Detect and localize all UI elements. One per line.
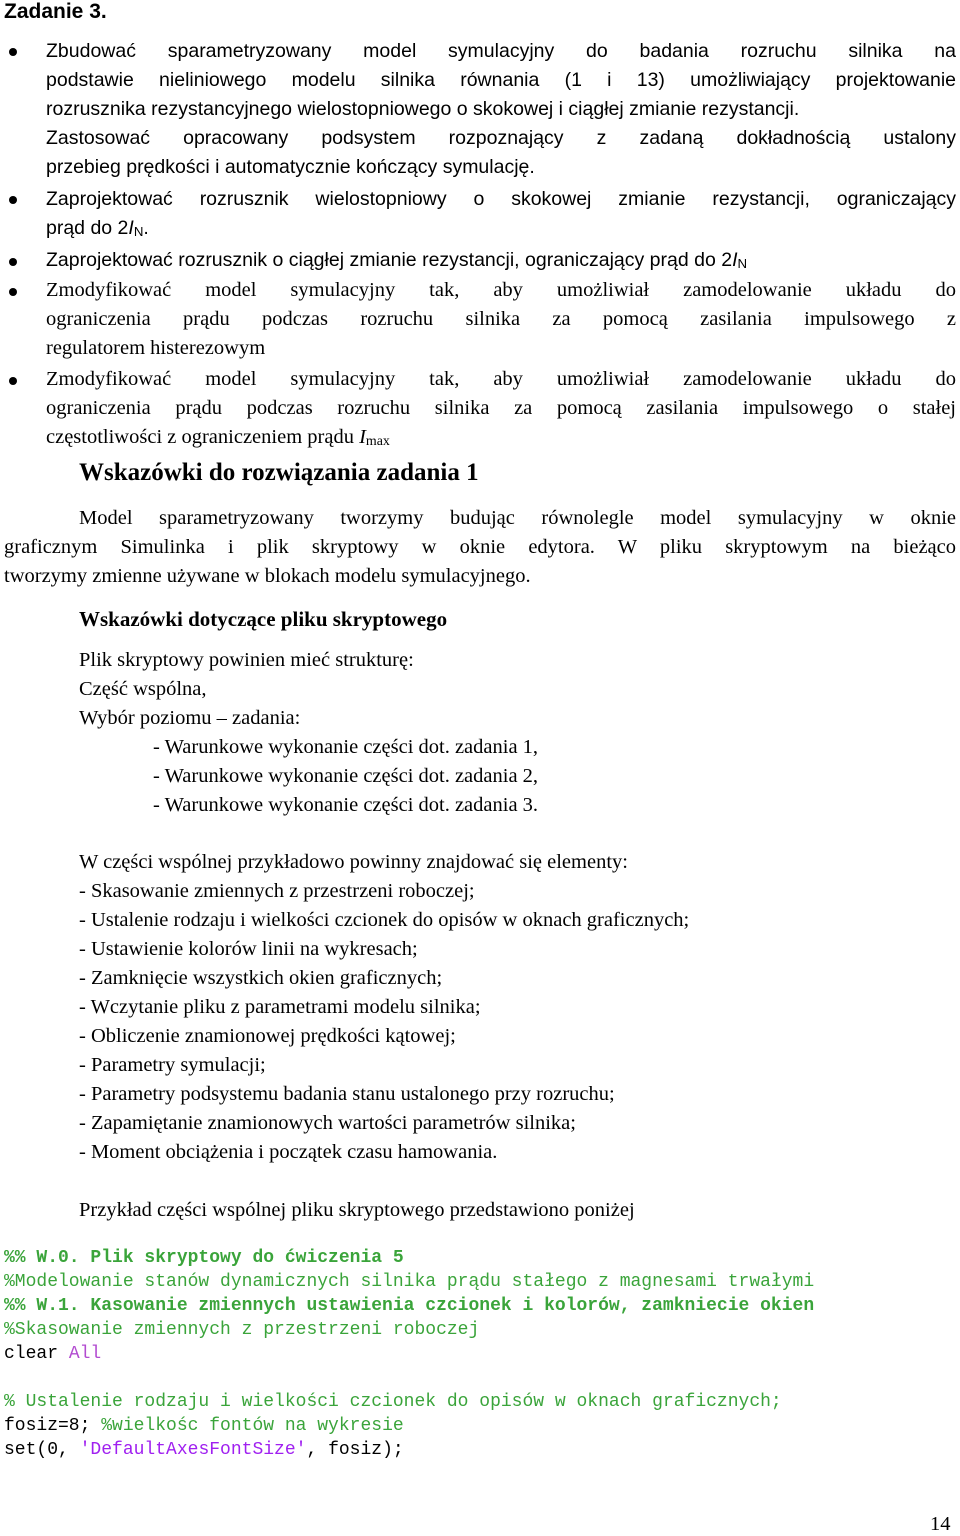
code-line-1: %% W.0. Plik skryptowy do ćwiczenia 5 bbox=[4, 1248, 404, 1268]
common-part-item: - Skasowanie zmiennych z przestrzeni roboczej; bbox=[79, 880, 475, 902]
structure-item: - Warunkowe wykonanie części dot. zadania 1, bbox=[153, 736, 539, 758]
bullet-4-line-2: ograniczenia prądu podczas rozruchu silnika za pomocą zasilania impulsowego z bbox=[46, 308, 956, 330]
bullet-1-line-2: podstawie nieliniowego modelu silnika równania (1 i 13) umożliwiający projektowanie bbox=[46, 69, 956, 91]
common-part-item: - Ustalenie rodzaju i wielkości czcionek do opisów w oknach graficznych; bbox=[79, 909, 690, 931]
structure-line-2: Część wspólna, bbox=[79, 678, 207, 700]
structure-item: - Warunkowe wykonanie części dot. zadania 2, bbox=[153, 765, 539, 787]
hints-paragraph-line-1: Model sparametryzowany tworzymy budując równolegle model symulacyjny w oknie bbox=[79, 507, 956, 529]
code-line-2: %Modelowanie stanów dynamicznych silnika prądu stałego z magnesami trwałymi bbox=[4, 1272, 815, 1292]
common-part-item: - Ustawienie kolorów linii na wykresach; bbox=[79, 938, 418, 960]
common-part-item: - Parametry podsystemu badania stanu ustalonego przy rozruchu; bbox=[79, 1083, 615, 1105]
common-part-item: - Wczytanie pliku z parametrami modelu silnika; bbox=[79, 996, 481, 1018]
code-line-8: set(0, 'DefaultAxesFontSize', fosiz); bbox=[4, 1440, 404, 1460]
section-heading: Wskazówki do rozwiązania zadania 1 bbox=[79, 459, 479, 486]
bullet-marker bbox=[9, 377, 17, 385]
example-intro: Przykład części wspólnej pliku skryptowego przedstawiono poniżej bbox=[79, 1199, 635, 1221]
page-number: 14 bbox=[930, 1513, 951, 1535]
bullet-1-line-1: Zbudować sparametryzowany model symulacyjny do badania rozruchu silnika na bbox=[46, 40, 956, 62]
common-part-intro: W części wspólnej przykładowo powinny znajdować się elementy: bbox=[79, 851, 628, 873]
structure-line-3: Wybór poziomu – zadania: bbox=[79, 707, 301, 729]
bullet-1-line-3: rozrusznika rezystancyjnego wielostopniowego o skokowej i ciągłej zmianie rezystancji. bbox=[46, 98, 800, 120]
code-line-6: % Ustalenie rodzaju i wielkości czcionek do opisów w oknach graficznych; bbox=[4, 1392, 782, 1412]
common-part-item: - Obliczenie znamionowej prędkości kątowej; bbox=[79, 1025, 456, 1047]
bullet-2-line-1: Zaprojektować rozrusznik wielostopniowy o skokowej zmianie rezystancji, ograniczający bbox=[46, 188, 956, 210]
bullet-4-line-1: Zmodyfikować model symulacyjny tak, aby umożliwiał zamodelowanie układu do bbox=[46, 279, 956, 301]
subsection-heading: Wskazówki dotyczące pliku skryptowego bbox=[79, 607, 448, 631]
common-part-item: - Zapamiętanie znamionowych wartości parametrów silnika; bbox=[79, 1112, 576, 1134]
bullet-2-line-2: prąd do 2IN. bbox=[46, 217, 149, 239]
bullet-marker bbox=[9, 288, 17, 296]
bullet-5-line-1: Zmodyfikować model symulacyjny tak, aby umożliwiał zamodelowanie układu do bbox=[46, 368, 956, 390]
code-line-5: clear All bbox=[4, 1344, 102, 1364]
common-part-item: - Zamknięcie wszystkich okien graficznych; bbox=[79, 967, 443, 989]
code-line-7: fosiz=8; %wielkośc fontów na wykresie bbox=[4, 1416, 404, 1436]
structure-item: - Warunkowe wykonanie części dot. zadania 3. bbox=[153, 794, 539, 816]
bullet-4-line-3: regulatorem histerezowym bbox=[46, 337, 266, 359]
bullet-1-line-4: Zastosować opracowany podsystem rozpoznający z zadaną dokładnością ustalony bbox=[46, 127, 956, 149]
bullet-marker bbox=[9, 48, 17, 56]
page-title: Zadanie 3. bbox=[4, 0, 107, 23]
code-line-4: %Skasowanie zmiennych z przestrzeni roboczej bbox=[4, 1320, 480, 1340]
hints-paragraph-line-2: graficznym Simulinka i plik skryptowy w oknie edytora. W pliku skryptowym na bieżąco bbox=[4, 536, 956, 558]
bullet-1-line-5: przebieg prędkości i automatycznie kończący symulację. bbox=[46, 156, 535, 178]
bullet-3-line-1: Zaprojektować rozrusznik o ciągłej zmianie rezystancji, ograniczający prąd do 2IN bbox=[46, 249, 748, 271]
bullet-5-line-3: częstotliwości z ograniczeniem prądu Imax bbox=[46, 426, 390, 450]
hints-paragraph-line-3: tworzymy zmienne używane w blokach modelu symulacyjnego. bbox=[4, 565, 531, 587]
code-line-3: %% W.1. Kasowanie zmiennych ustawienia czcionek i kolorów, zamkniecie okien bbox=[4, 1296, 815, 1316]
common-part-item: - Moment obciążenia i początek czasu hamowania. bbox=[79, 1141, 498, 1163]
common-part-item: - Parametry symulacji; bbox=[79, 1054, 266, 1076]
bullet-5-line-2: ograniczenia prądu podczas rozruchu silnika za pomocą zasilania impulsowego o stałej bbox=[46, 397, 956, 419]
bullet-marker bbox=[9, 196, 17, 204]
bullet-marker bbox=[9, 258, 17, 266]
structure-line-1: Plik skryptowy powinien mieć strukturę: bbox=[79, 649, 414, 671]
